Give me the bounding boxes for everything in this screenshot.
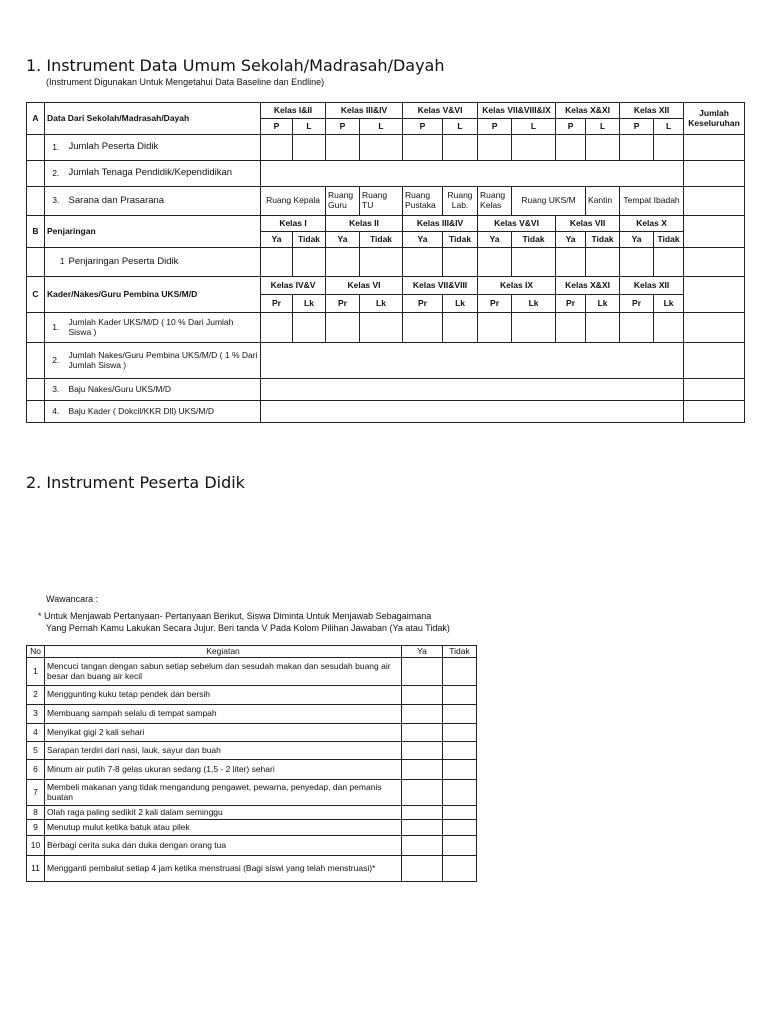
sarana-item: Ruang Kelas	[478, 187, 512, 216]
tidak-cell[interactable]	[443, 806, 477, 820]
section-b-label: Penjaringan	[45, 216, 261, 248]
class-header: Kelas VII&VIII	[403, 277, 478, 295]
sarana-item: Ruang Lab.	[443, 187, 478, 216]
kegiatan-text: Menyikat gigi 2 kali sehari	[45, 724, 402, 742]
section2-title: 2. Instrument Peserta Didik	[26, 473, 245, 492]
row-number: 4	[27, 724, 45, 742]
ya-cell[interactable]	[402, 724, 443, 742]
kegiatan-text: Mencuci tangan dengan sabun setiap sebelum dan sesudah makan dan sesudah buang air besar dan buang air kecil	[45, 658, 402, 686]
kegiatan-text: Minum air putih 7-8 gelas ukuran sedang (1,5 - 2 liter) sehari	[45, 760, 402, 780]
class-header: Kelas VII	[556, 216, 620, 232]
row-label: Baju Kader ( Dokcil/KKR Dll) UKS/M/D	[67, 401, 261, 423]
ya-cell[interactable]	[402, 705, 443, 724]
tidak-cell[interactable]	[443, 742, 477, 760]
tidak-cell[interactable]	[443, 836, 477, 856]
sarana-item: Ruang Pustaka	[403, 187, 443, 216]
input-cell[interactable]	[556, 248, 586, 277]
class-header: Kelas V&VI	[478, 216, 556, 232]
kegiatan-text: Olah raga paling sedikit 2 kali dalam seminggu	[45, 806, 402, 820]
tidak-cell[interactable]	[443, 705, 477, 724]
sub-header: Tidak	[654, 232, 684, 248]
sub-header: Ya	[478, 232, 512, 248]
input-cell[interactable]	[654, 248, 684, 277]
input-cell[interactable]	[654, 135, 684, 161]
sub-header: L	[512, 119, 556, 135]
class-header: Kelas X	[620, 216, 684, 232]
input-cell[interactable]	[261, 401, 684, 423]
input-cell[interactable]	[684, 187, 745, 216]
kegiatan-text: Menutup mulut ketika batuk atau pilek	[45, 820, 402, 836]
tidak-cell[interactable]	[443, 658, 477, 686]
input-cell[interactable]	[360, 248, 403, 277]
row-number: 2	[27, 686, 45, 705]
kegiatan-text: Menggunting kuku tetap pendek dan bersih	[45, 686, 402, 705]
row-number: 6	[27, 760, 45, 780]
sub-header: L	[586, 119, 620, 135]
table-row	[27, 856, 477, 882]
input-cell[interactable]	[261, 161, 684, 187]
sub-header: Ya	[620, 232, 654, 248]
instruction-line-2: Yang Pernah Kamu Lakukan Secara Jujur. Beri tanda V Pada Kolom Pilihan Jawaban (Ya atau Tidak)	[46, 623, 450, 633]
row-number: 1.	[45, 135, 67, 161]
sub-header: P	[261, 119, 293, 135]
table-row	[27, 780, 477, 806]
class-header: Kelas IV&V	[261, 277, 326, 295]
sub-header: P	[620, 119, 654, 135]
row-number: 1	[27, 658, 45, 686]
input-cell[interactable]	[512, 135, 556, 161]
table-row	[27, 820, 477, 836]
row-label: Baju Nakes/Guru UKS/M/D	[67, 379, 261, 401]
class-header: Kelas II	[326, 216, 403, 232]
kegiatan-text: Membeli makanan yang tidak mengandung pengawet, pewarna, penyedap, dan pemanis buatan	[45, 780, 402, 806]
ya-cell[interactable]	[402, 806, 443, 820]
table-row	[27, 658, 477, 686]
row-number: 1.	[45, 313, 67, 343]
input-cell[interactable]	[586, 135, 620, 161]
section-c-letter: C	[27, 277, 45, 313]
row-number: 10	[27, 836, 45, 856]
table-row	[27, 742, 477, 760]
input-cell[interactable]	[684, 135, 745, 161]
class-header: Kelas VII&VIII&IX	[478, 103, 556, 119]
sub-header: Tidak	[586, 232, 620, 248]
row-label: Penjaringan Peserta Didik	[67, 248, 261, 277]
kegiatan-text: Mengganti pembalut setiap 4 jam ketika menstruasi (Bagi siswi yang telah menstruasi)*	[45, 856, 402, 882]
jumlah-header: Jumlah Keseluruhan	[684, 103, 745, 135]
sub-header: Lk	[654, 295, 684, 313]
sub-header: L	[293, 119, 326, 135]
input-cell[interactable]	[556, 313, 586, 343]
sub-header: Ya	[261, 232, 293, 248]
sub-header: P	[326, 119, 360, 135]
sub-header: Lk	[360, 295, 403, 313]
input-cell[interactable]	[478, 248, 512, 277]
input-cell[interactable]	[261, 135, 293, 161]
sub-header: Pr	[403, 295, 443, 313]
class-header: Kelas XII	[620, 277, 684, 295]
input-cell[interactable]	[620, 248, 654, 277]
row-number: 3.	[45, 379, 67, 401]
input-cell[interactable]	[684, 161, 745, 187]
ya-cell[interactable]	[402, 856, 443, 882]
row-number: 11	[27, 856, 45, 882]
sub-header: Ya	[326, 232, 360, 248]
kegiatan-text: Membuang sampah selalu di tempat sampah	[45, 705, 402, 724]
header-tidak: Tidak	[443, 646, 477, 658]
class-header: Kelas III&IV	[403, 216, 478, 232]
instruction-line-1: * Untuk Menjawab Pertanyaan- Pertanyaan Berikut, Siswa Diminta Untuk Menjawab Sebagaimana	[38, 611, 432, 621]
input-cell[interactable]	[684, 379, 745, 401]
sub-header: Pr	[620, 295, 654, 313]
sarana-item: Ruang UKS/M	[512, 187, 586, 216]
input-cell[interactable]	[261, 343, 684, 379]
class-header: Kelas V&VI	[403, 103, 478, 119]
row-number: 1	[45, 248, 67, 277]
sub-header: Lk	[293, 295, 326, 313]
sub-header: Tidak	[512, 232, 556, 248]
section-a-letter: A	[27, 103, 45, 135]
sarana-item: Ruang Guru	[326, 187, 360, 216]
section1-subtitle: (Instrument Digunakan Untuk Mengetahui Data Baseline dan Endline)	[46, 77, 325, 87]
sub-header: Lk	[443, 295, 478, 313]
row-label: Jumlah Nakes/Guru Pembina UKS/M/D ( 1 % Dari Jumlah Siswa )	[67, 343, 261, 379]
row-label: Jumlah Peserta Didik	[67, 135, 261, 161]
ya-cell[interactable]	[402, 686, 443, 705]
tidak-cell[interactable]	[443, 760, 477, 780]
input-cell[interactable]	[478, 135, 512, 161]
sub-header: L	[360, 119, 403, 135]
ya-cell[interactable]	[402, 820, 443, 836]
kegiatan-text: Berbagi cerita suka dan duka dengan orang tua	[45, 836, 402, 856]
input-cell[interactable]	[684, 248, 745, 277]
row-number: 5	[27, 742, 45, 760]
section-a-label: Data Dari Sekolah/Madrasah/Dayah	[45, 103, 261, 135]
input-cell[interactable]	[261, 248, 293, 277]
class-header: Kelas III&IV	[326, 103, 403, 119]
sub-header: Pr	[556, 295, 586, 313]
sub-header: Tidak	[443, 232, 478, 248]
input-cell[interactable]	[443, 313, 478, 343]
input-cell[interactable]	[443, 248, 478, 277]
class-header: Kelas XII	[620, 103, 684, 119]
header-no: No	[27, 646, 45, 658]
input-cell[interactable]	[326, 313, 360, 343]
section1-title: 1. Instrument Data Umum Sekolah/Madrasah/Dayah	[26, 56, 445, 75]
class-header: Kelas VI	[326, 277, 403, 295]
input-cell[interactable]	[326, 248, 360, 277]
input-cell[interactable]	[403, 135, 443, 161]
ya-cell[interactable]	[402, 742, 443, 760]
sub-header: P	[556, 119, 586, 135]
tidak-cell[interactable]	[443, 856, 477, 882]
table-row	[27, 686, 477, 705]
row-label: Jumlah Tenaga Pendidik/Kependidikan	[67, 161, 261, 187]
data-umum-table	[26, 102, 745, 423]
sarana-item: Ruang Kepala	[261, 187, 326, 216]
class-header: Kelas I	[261, 216, 326, 232]
input-cell[interactable]	[684, 401, 745, 423]
ya-cell[interactable]	[402, 836, 443, 856]
wawancara-label: Wawancara :	[46, 594, 99, 604]
kegiatan-text: Sarapan terdiri dari nasi, lauk, sayur dan buah	[45, 742, 402, 760]
sarana-item: Kantin	[586, 187, 620, 216]
row-number: 3.	[45, 187, 67, 216]
input-cell[interactable]	[684, 313, 745, 343]
table-row	[27, 836, 477, 856]
sub-header: Ya	[403, 232, 443, 248]
sub-header: L	[443, 119, 478, 135]
sub-header: Lk	[586, 295, 620, 313]
input-cell[interactable]	[403, 313, 443, 343]
sub-header: L	[654, 119, 684, 135]
input-cell[interactable]	[512, 248, 556, 277]
tidak-cell[interactable]	[443, 724, 477, 742]
input-cell[interactable]	[586, 248, 620, 277]
input-cell[interactable]	[261, 313, 293, 343]
sub-header: Tidak	[293, 232, 326, 248]
row-number: 8	[27, 806, 45, 820]
row-label: Jumlah Kader UKS/M/D ( 10 % Dari Jumlah Siswa )	[67, 313, 261, 343]
table-row	[27, 760, 477, 780]
row-number: 3	[27, 705, 45, 724]
tidak-cell[interactable]	[443, 820, 477, 836]
input-cell[interactable]	[293, 135, 326, 161]
row-number: 4.	[45, 401, 67, 423]
row-label: Sarana dan Prasarana	[67, 187, 261, 216]
header-ya: Ya	[402, 646, 443, 658]
sub-header: Pr	[478, 295, 512, 313]
class-header: Kelas I&II	[261, 103, 326, 119]
sub-header: P	[403, 119, 443, 135]
input-cell[interactable]	[360, 135, 403, 161]
sub-header: P	[478, 119, 512, 135]
input-cell[interactable]	[654, 313, 684, 343]
peserta-didik-table	[26, 645, 477, 882]
input-cell[interactable]	[556, 135, 586, 161]
sub-header: Ya	[556, 232, 586, 248]
input-cell[interactable]	[620, 135, 654, 161]
table-row	[27, 724, 477, 742]
class-header: Kelas X&XI	[556, 277, 620, 295]
sub-header: Lk	[512, 295, 556, 313]
sarana-item: Ruang TU	[360, 187, 403, 216]
row-number: 2.	[45, 161, 67, 187]
input-cell[interactable]	[478, 313, 512, 343]
input-cell[interactable]	[360, 313, 403, 343]
class-header: Kelas IX	[478, 277, 556, 295]
input-cell[interactable]	[586, 313, 620, 343]
row-number: 7	[27, 780, 45, 806]
ya-cell[interactable]	[402, 760, 443, 780]
class-header: Kelas X&XI	[556, 103, 620, 119]
tidak-cell[interactable]	[443, 780, 477, 806]
sub-header: Pr	[326, 295, 360, 313]
row-number: 9	[27, 820, 45, 836]
input-cell[interactable]	[293, 313, 326, 343]
sub-header: Tidak	[360, 232, 403, 248]
input-cell[interactable]	[326, 135, 360, 161]
header-kegiatan: Kegiatan	[45, 646, 402, 658]
table-row	[27, 705, 477, 724]
tidak-cell[interactable]	[443, 686, 477, 705]
input-cell[interactable]	[512, 313, 556, 343]
ya-cell[interactable]	[402, 658, 443, 686]
input-cell[interactable]	[403, 248, 443, 277]
sarana-item: Tempat Ibadah	[620, 187, 684, 216]
ya-cell[interactable]	[402, 780, 443, 806]
input-cell[interactable]	[443, 135, 478, 161]
section-c-label: Kader/Nakes/Guru Pembina UKS/M/D	[45, 277, 261, 313]
sub-header: Pr	[261, 295, 293, 313]
input-cell[interactable]	[684, 343, 745, 379]
input-cell[interactable]	[261, 379, 684, 401]
input-cell[interactable]	[293, 248, 326, 277]
input-cell[interactable]	[620, 313, 654, 343]
table-row	[27, 806, 477, 820]
row-number: 2.	[45, 343, 67, 379]
section-b-letter: B	[27, 216, 45, 248]
